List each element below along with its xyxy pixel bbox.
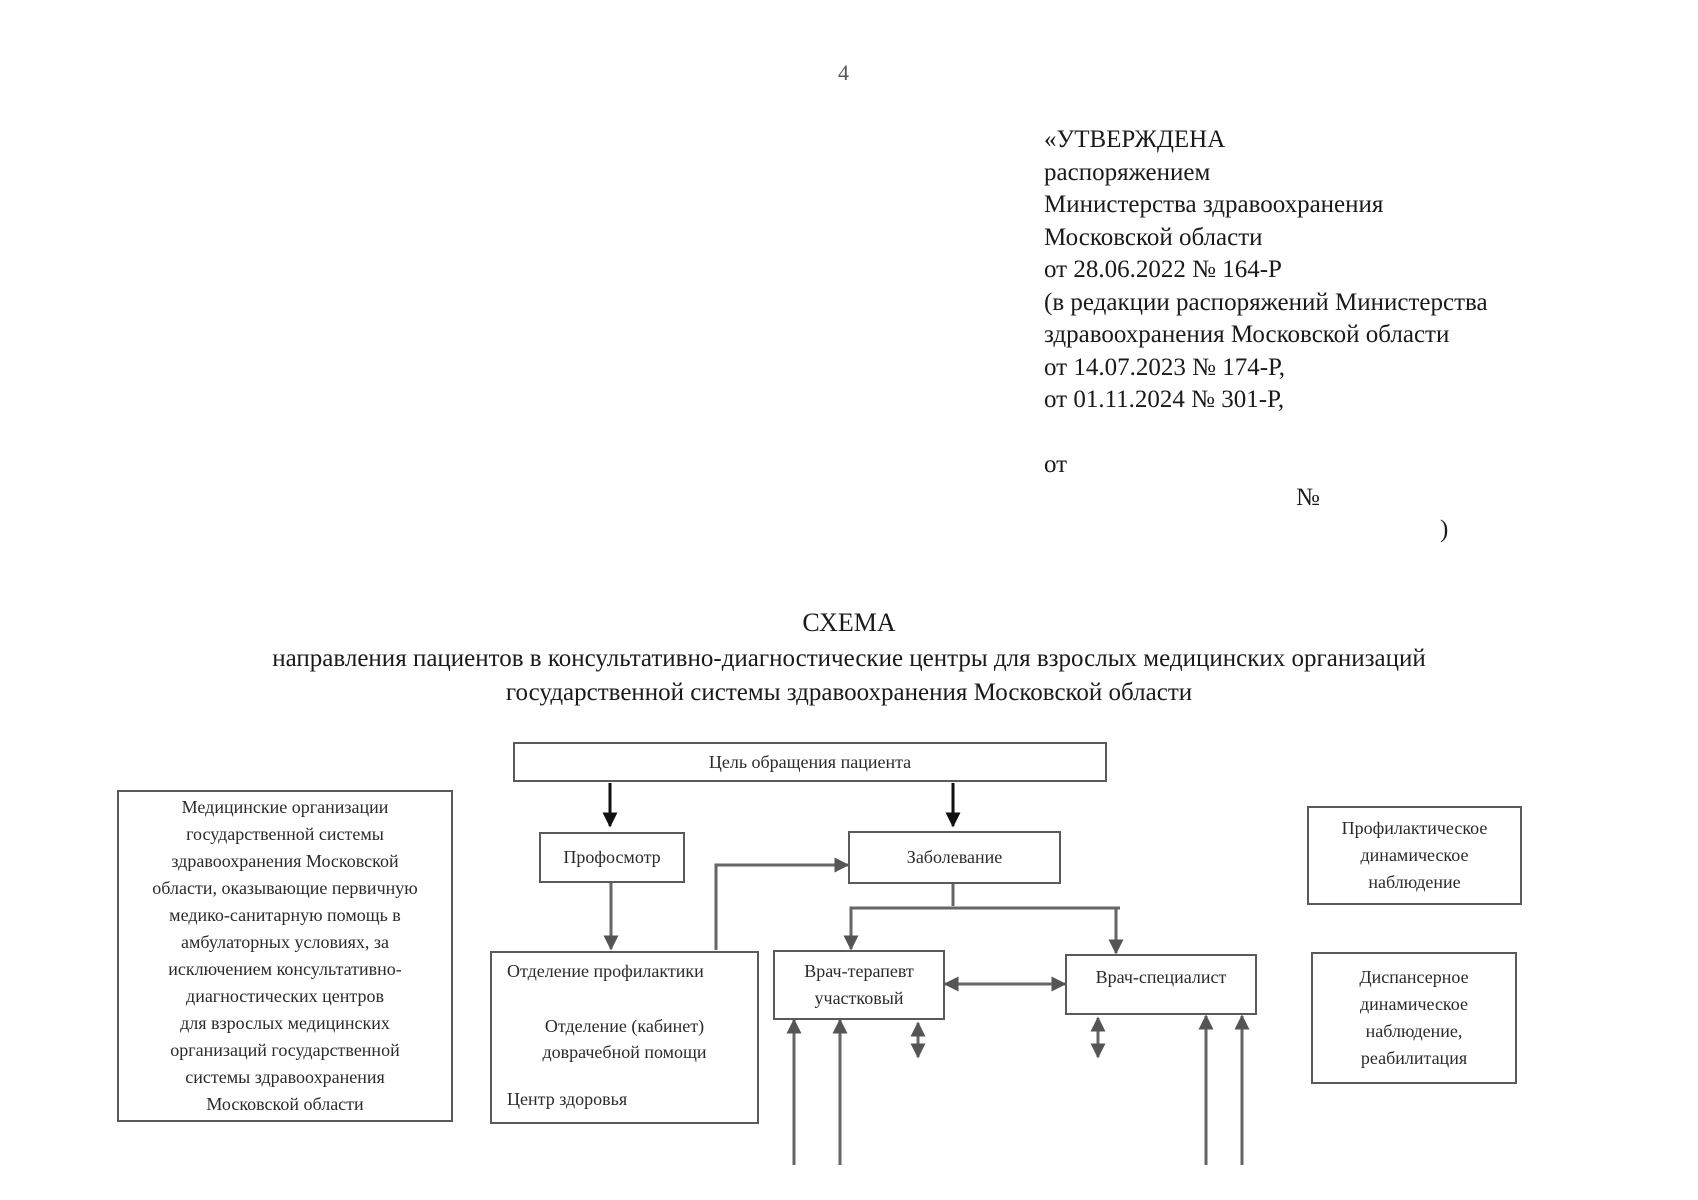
medical-orgs-line: амбулаторных условиях, за bbox=[181, 932, 389, 952]
approval-number-sign: № bbox=[1296, 483, 1320, 511]
approval-close-paren: ) bbox=[1440, 516, 1449, 543]
preventive-observation-line: динамическое bbox=[1360, 845, 1469, 865]
arrow-disease-to-therapist bbox=[851, 908, 1120, 949]
preventive-observation-line: Профилактическое bbox=[1341, 818, 1488, 838]
subtitle-line: государственной системы здравоохранения Московской области bbox=[505, 679, 1193, 706]
therapist-line: Врач-терапевт bbox=[804, 961, 914, 981]
therapist-line: участковый bbox=[814, 988, 904, 1008]
prevention-dept-label: Отделение профилактики bbox=[507, 961, 704, 981]
document-title: СХЕМА bbox=[802, 608, 896, 637]
checkup-box bbox=[539, 832, 685, 883]
approval-line: (в редакции распоряжений Министерства bbox=[1044, 288, 1488, 316]
preventive-observation-box bbox=[1307, 806, 1522, 905]
arrow-disease-to-specialist bbox=[950, 908, 1116, 953]
arrow-prevention-to-disease bbox=[716, 865, 848, 950]
approval-line: здравоохранения Московской области bbox=[1044, 321, 1450, 348]
approval-line: от 14.07.2023 № 174-Р, bbox=[1044, 353, 1286, 381]
preventive-observation-line: наблюдение bbox=[1368, 872, 1461, 892]
approval-last-line bbox=[1044, 417, 1488, 543]
goal-label: Цель обращения пациента bbox=[708, 751, 912, 772]
subtitle-line: направления пациентов в консультативно-диагностические центры для взрослых медицинских организаций bbox=[272, 645, 1426, 672]
medical-orgs-line: исключением консультативно- bbox=[168, 959, 402, 979]
prevention-dept-box bbox=[490, 951, 759, 1124]
checkup-label: Профосмотр bbox=[563, 847, 661, 867]
approval-from: от bbox=[1044, 451, 1068, 478]
approval-line: Московской области bbox=[1044, 223, 1263, 251]
prehospital-care-line: доврачебной помощи bbox=[542, 1042, 707, 1062]
dispensary-observation-box bbox=[1311, 952, 1517, 1084]
dispensary-line: динамическое bbox=[1360, 994, 1468, 1014]
disease-box bbox=[848, 831, 1061, 884]
health-center-label: Центр здоровья bbox=[507, 1089, 628, 1109]
medical-orgs-line: Московской области bbox=[206, 1094, 364, 1114]
approval-line: от 28.06.2022 № 164-Р bbox=[1044, 256, 1282, 283]
medical-orgs-box bbox=[117, 790, 453, 1122]
prehospital-care-line: Отделение (кабинет) bbox=[544, 1016, 705, 1036]
specialist-label: Врач-специалист bbox=[1095, 967, 1227, 987]
approval-line: распоряжением bbox=[1044, 158, 1211, 186]
disease-label: Заболевание bbox=[906, 847, 1003, 867]
medical-orgs-line: Медицинские организации bbox=[181, 797, 389, 817]
page-number: 4 bbox=[838, 60, 849, 85]
medical-orgs-line: государственной системы bbox=[186, 824, 384, 844]
goal-box bbox=[513, 742, 1107, 782]
medical-orgs-line: для взрослых медицинских bbox=[180, 1013, 390, 1033]
medical-orgs-line: медико-санитарную помощь в bbox=[169, 905, 401, 925]
medical-orgs-line: организаций государственной bbox=[170, 1040, 400, 1060]
medical-orgs-line: здравоохранения Московской bbox=[171, 851, 399, 871]
dispensary-line: наблюдение, bbox=[1365, 1021, 1463, 1041]
dispensary-line: реабилитация bbox=[1360, 1048, 1468, 1068]
document-subtitle bbox=[0, 642, 1698, 710]
approval-line: Министерства здравоохранения bbox=[1044, 191, 1384, 218]
medical-orgs-line: области, оказывающие первичную bbox=[152, 878, 418, 898]
approval-line: «УТВЕРЖДЕНА bbox=[1044, 126, 1226, 153]
medical-orgs-line: диагностических центров bbox=[186, 986, 384, 1006]
specialist-box bbox=[1065, 954, 1257, 1015]
district-therapist-box bbox=[773, 950, 945, 1020]
medical-orgs-line: системы здравоохранения bbox=[185, 1067, 385, 1087]
approval-stamp bbox=[1044, 124, 1488, 543]
approval-line: от 01.11.2024 № 301-Р, bbox=[1044, 386, 1285, 413]
dispensary-line: Диспансерное bbox=[1359, 967, 1469, 987]
